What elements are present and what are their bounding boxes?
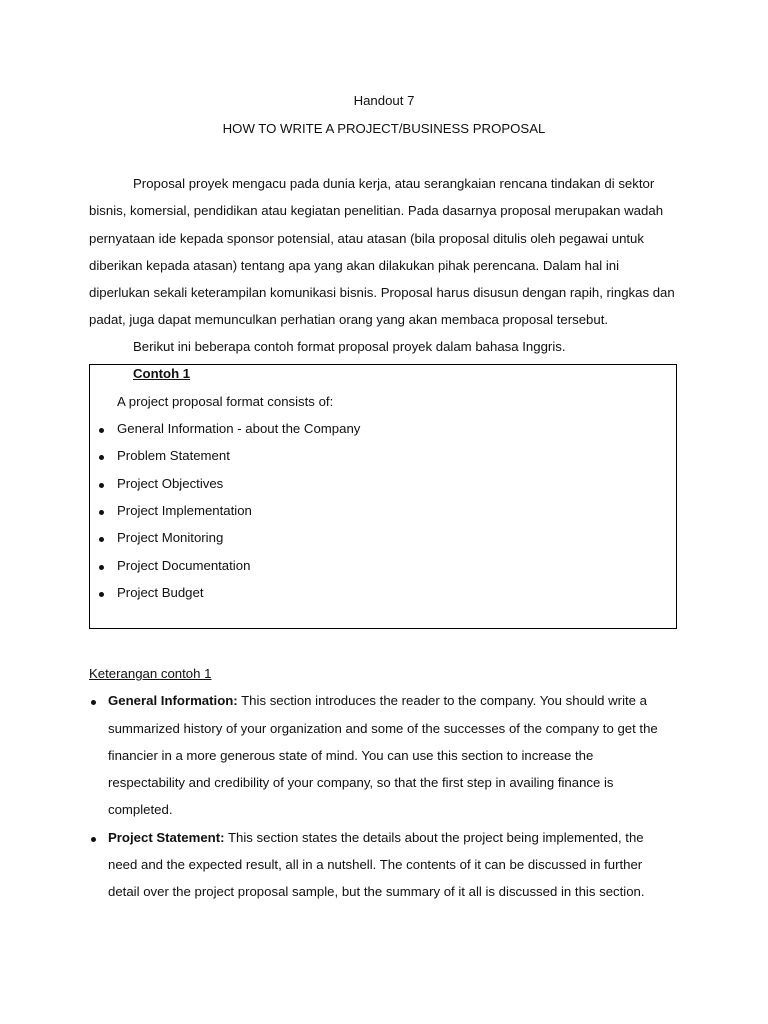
intro-paragraph (89, 170, 689, 334)
entry-text: detail over the project proposal sample, but the summary of it all is discussed in this section. (108, 884, 645, 899)
bullet-icon (99, 537, 104, 542)
intro-line: padat, juga dapat memunculkan perhatian orang yang akan membaca proposal tersebut. (89, 312, 609, 328)
entry-text: respectability and credibility of your company, so that the first step in availing finance is (108, 775, 614, 790)
bullet-icon (99, 483, 104, 488)
intro-line: Proposal proyek mengacu pada dunia kerja, atau serangkaian rencana tindakan di sektor (133, 176, 655, 191)
intro-followup: Berikut ini beberapa contoh format proposal proyek dalam bahasa Inggris. (133, 339, 566, 354)
handout-label: Handout 7 (353, 93, 415, 108)
intro-line: diperlukan sekali keterampilan komunikasi bisnis. Proposal harus disusun dengan rapih, ringkas dan (89, 285, 675, 301)
explanation-entry-first-line (108, 693, 647, 708)
format-item: Project Implementation (117, 503, 252, 518)
format-item: General Information - about the Company (117, 421, 361, 436)
bullet-icon (91, 837, 96, 842)
entry-text: summarized history of your organization and some of the successes of the company to get the (108, 721, 658, 736)
explanation-heading: Keterangan contoh 1 (89, 666, 212, 681)
example-heading: Contoh 1 (133, 366, 191, 381)
document-title: HOW TO WRITE A PROJECT/BUSINESS PROPOSAL (222, 121, 546, 136)
entry-text: This section introduces the reader to the company. You should write a (237, 693, 648, 708)
example-lead: A project proposal format consists of: (117, 394, 334, 409)
entry-text: completed. (108, 802, 173, 817)
entry-text: financier in a more generous state of mind. You can use this section to increase the (108, 748, 594, 763)
format-item: Project Documentation (117, 558, 251, 573)
entry-text: This section states the details about the project being implemented, the (224, 830, 644, 845)
format-item: Problem Statement (117, 448, 230, 463)
bullet-icon (91, 700, 96, 705)
bullet-icon (99, 455, 104, 460)
bullet-icon (99, 510, 104, 515)
bullet-icon (99, 565, 104, 570)
entry-term: Project Statement: (108, 830, 225, 845)
entry-term: General Information: (108, 693, 238, 708)
bullet-icon (99, 592, 104, 597)
explanation-entry-first-line (108, 830, 644, 845)
format-item: Project Objectives (117, 476, 224, 491)
bullet-icon (99, 428, 104, 433)
format-item: Project Budget (117, 585, 204, 600)
entry-text: need and the expected result, all in a nutshell. The contents of it can be discussed in further (108, 857, 643, 872)
format-item: Project Monitoring (117, 530, 224, 545)
intro-line: diberikan kepada atasan) tentang apa yang akan dilakukan pihak perencana. Dalam hal ini (89, 257, 620, 273)
intro-line: bisnis, komersial, pendidikan atau kegiatan penelitian. Pada dasarnya proposal merupakan wadah (89, 203, 664, 219)
intro-line: pernyataan ide kepada sponsor potensial, atau atasan (bila proposal ditulis oleh pegawai untuk (89, 230, 644, 246)
